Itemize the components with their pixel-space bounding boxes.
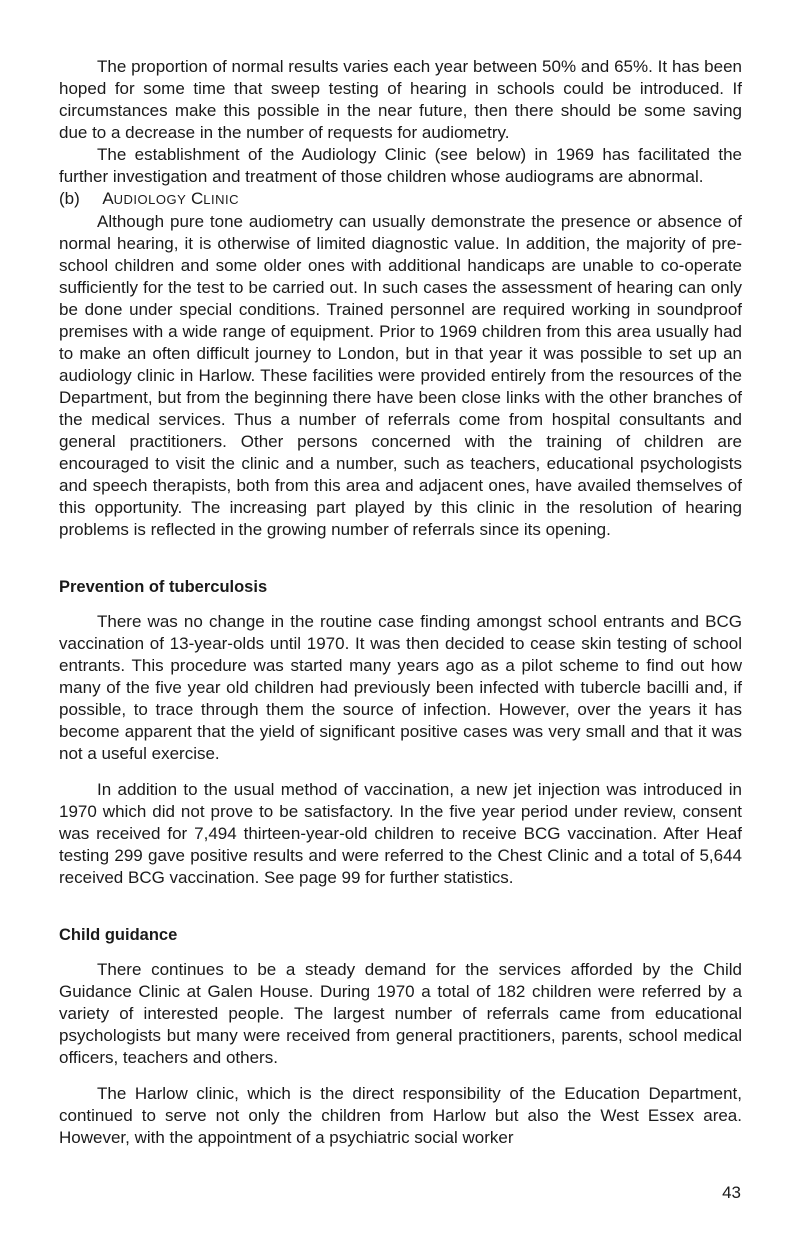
section-heading-child-guidance: Child guidance (59, 926, 178, 944)
page-number: 43 (722, 1183, 741, 1202)
paragraph-audiology-clinic-establishment: The establishment of the Audiology Clinic (see below) in 1969 has facilitated the further investigation and treatment of those children whose audiograms are abnormal. (59, 145, 742, 186)
paragraph-tuberculosis-screening: There was no change in the routine case finding amongst school entrants and BCG vaccination of 13-year-olds until 1970. It was then decided to cease skin testing of school entrants. This procedure was started many years ago as a pilot scheme to find out how many of the five year old children had previously been infected with tubercle bacilli and, if possible, to trace through them the source of infection. However, over the years it has become apparent that the yield of significant positive cases was very small and that it was not a useful exercise. (59, 612, 742, 763)
paragraph-harlow-clinic: The Harlow clinic, which is the direct responsibility of the Education Department, continued to serve not only the children from Harlow but also the West Essex area. However, with the appointment of a psychiatric social worker (59, 1084, 742, 1147)
document-page (59, 56, 742, 1149)
paragraph-audiology-clinic: Although pure tone audiometry can usually demonstrate the presence or absence of normal hearing, it is otherwise of limited diagnostic value. In addition, the majority of pre-school children and some older ones with additional handicaps are unable to co-operate sufficiently for the test to be carried out. In such cases the assessment of hearing can only be done under special conditions. Trained personnel are required working in soundproof premises with a wide range of equipment. Prior to 1969 children from this area usually had to make an often difficult journey to London, but in that year it was possible to set up an audiology clinic in Harlow. These facilities were provided entirely from the resources of the Department, but from the beginning there have been close links with the other branches of the medical services. Thus a number of referrals come from hospital consultants and general practitioners. Other persons concerned with the training of children are encouraged to visit the clinic and a number, such as teachers, educational psychologists and speech therapists, both from this area and adjacent ones, have availed themselves of this opportunity. The increasing part played by this clinic in the resolution of hearing problems is reflected in the growing number of referrals since its opening. (59, 212, 742, 539)
paragraph-bcg-vaccination: In addition to the usual method of vaccination, a new jet injection was introduced in 1970 which did not prove to be satisfactory. In the five year period under review, consent was received for 7,494 thirteen-year-old children to receive BCG vaccination. After Heaf testing 299 gave positive results and were referred to the Chest Clinic and a total of 5,644 received BCG vaccination. See page 99 for further statistics. (59, 780, 742, 887)
subsection-heading-audiology-clinic: (b) AUDIOLOGY CLINIC (59, 189, 240, 208)
paragraph-normal-results: The proportion of normal results varies each year between 50% and 65%. It has been hoped for some time that sweep testing of hearing in schools could be introduced. If circumstances make this possible in the near future, then there should be some saving due to a decrease in the number of requests for audiometry. (59, 57, 742, 142)
subsection-marker: (b) (59, 189, 80, 208)
paragraph-child-guidance-demand: There continues to be a steady demand for the services afforded by the Child Guidance Clinic at Galen House. During 1970 a total of 182 children were referred by a variety of interested people. The largest number of referrals came from educational psychologists but many were received from general practitioners, parents, school medical officers, teachers and others. (59, 960, 742, 1067)
section-heading-tuberculosis: Prevention of tuberculosis (59, 578, 268, 596)
